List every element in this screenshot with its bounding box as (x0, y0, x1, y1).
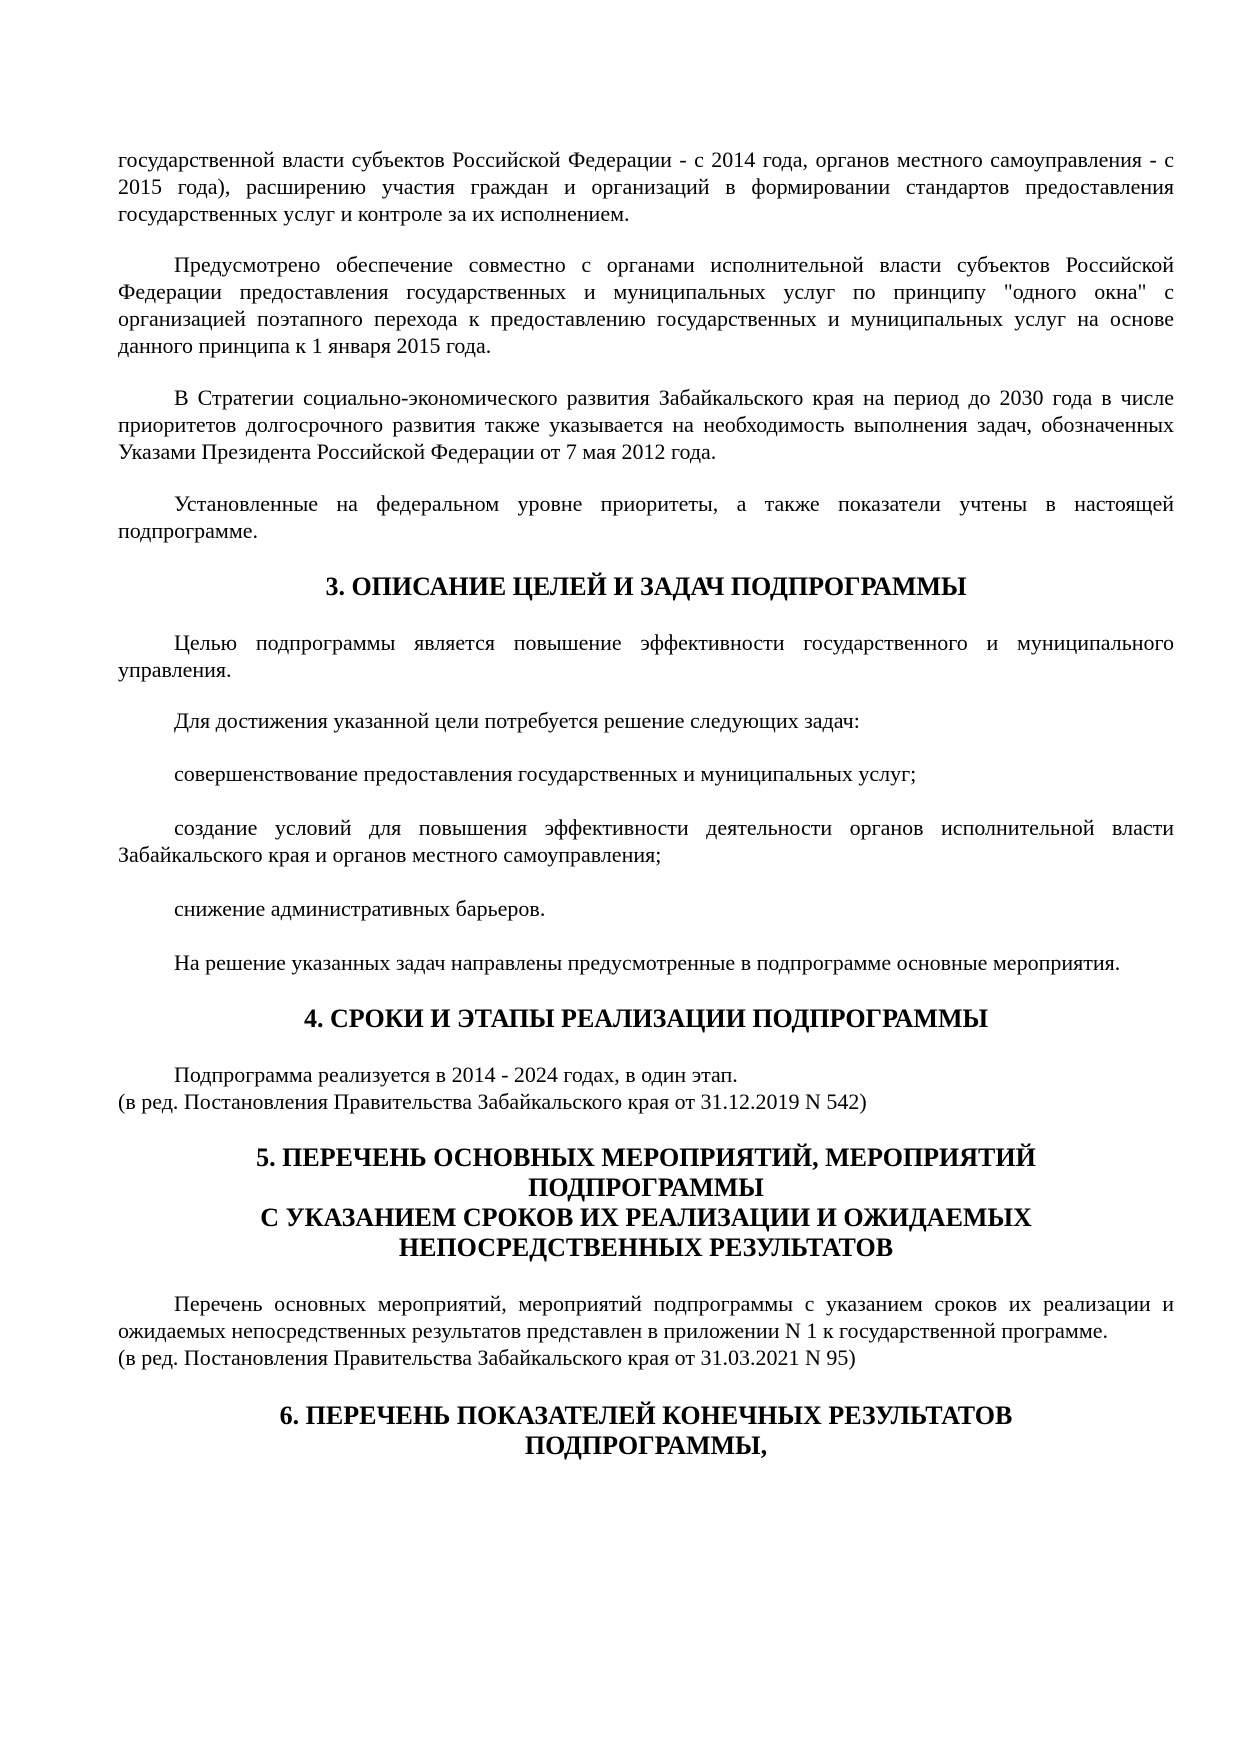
paragraph-measures: На решение указанных задач направлены предусмотренные в подпрограмме основные мероприятия. (174, 950, 1121, 975)
task-item-barriers: снижение административных барьеров. (174, 896, 546, 921)
section-heading-6 (118, 1401, 1174, 1461)
section-heading-5-line-4: НЕПОСРЕДСТВЕННЫХ РЕЗУЛЬТАТОВ (398, 1233, 894, 1262)
section-heading-5-line-2: ПОДПРОГРАММЫ (528, 1173, 764, 1202)
paragraph-priorities: Установленные на федеральном уровне приоритеты, а также показатели учтены в настоящей подпрограмме. (118, 491, 1174, 543)
paragraph-timeline: Подпрограмма реализуется в 2014 - 2024 годах, в один этап. (174, 1062, 738, 1087)
paragraph-continuation: государственной власти субъектов Российской Федерации - с 2014 года, органов местного самоуправления - с 2015 года), расширению участия граждан и организаций в формировании стандартов предоставления государственных услуг и контроле за их исполнением. (118, 147, 1174, 226)
amendment-note-2019: (в ред. Постановления Правительства Забайкальского края от 31.12.2019 N 542) (118, 1089, 867, 1114)
section-heading-5 (118, 1143, 1174, 1263)
section-heading-6-line-1: 6. ПЕРЕЧЕНЬ ПОКАЗАТЕЛЕЙ КОНЕЧНЫХ РЕЗУЛЬТАТОВ (279, 1401, 1013, 1430)
task-item-efficiency: создание условий для повышения эффективности деятельности органов исполнительной власти Забайкальского края и органов местного самоуправления; (118, 815, 1174, 867)
document-page (118, 146, 1174, 1461)
paragraph-goal: Целью подпрограммы является повышение эффективности государственного и муниципального управления. (118, 630, 1174, 682)
paragraph-tasks-intro: Для достижения указанной цели потребуется решение следующих задач: (174, 708, 860, 733)
paragraph-strategy: В Стратегии социально-экономического развития Забайкальского края на период до 2030 года в числе приоритетов долгосрочного развития также указывается на необходимость выполнения задач, обозначенных Указами Президента Российской Федерации от 7 мая 2012 года. (118, 385, 1174, 464)
task-item-services: совершенствование предоставления государственных и муниципальных услуг; (174, 761, 917, 786)
paragraph-one-window: Предусмотрено обеспечение совместно с органами исполнительной власти субъектов Российской Федерации предоставления государственных и муниципальных услуг по принципу "одного окна" с организацией поэтапного перехода к предоставлению государственных и муниципальных услуг на основе данного принципа к 1 января 2015 года. (118, 252, 1174, 358)
section-heading-3: 3. ОПИСАНИЕ ЦЕЛЕЙ И ЗАДАЧ ПОДПРОГРАММЫ (325, 572, 967, 601)
section-heading-6-line-2: ПОДПРОГРАММЫ, (524, 1431, 768, 1460)
section-heading-5-line-3: С УКАЗАНИЕМ СРОКОВ ИХ РЕАЛИЗАЦИИ И ОЖИДАЕМЫХ (260, 1203, 1032, 1232)
paragraph-measures-list: Перечень основных мероприятий, мероприятий подпрограммы с указанием сроков их реализации и ожидаемых непосредственных результатов представлен в приложении N 1 к государственной программе. (118, 1291, 1174, 1343)
amendment-note-2021: (в ред. Постановления Правительства Забайкальского края от 31.03.2021 N 95) (118, 1345, 856, 1370)
section-heading-4: 4. СРОКИ И ЭТАПЫ РЕАЛИЗАЦИИ ПОДПРОГРАММЫ (303, 1004, 989, 1033)
section-heading-5-line-1: 5. ПЕРЕЧЕНЬ ОСНОВНЫХ МЕРОПРИЯТИЙ, МЕРОПРИЯТИЙ (256, 1143, 1036, 1172)
